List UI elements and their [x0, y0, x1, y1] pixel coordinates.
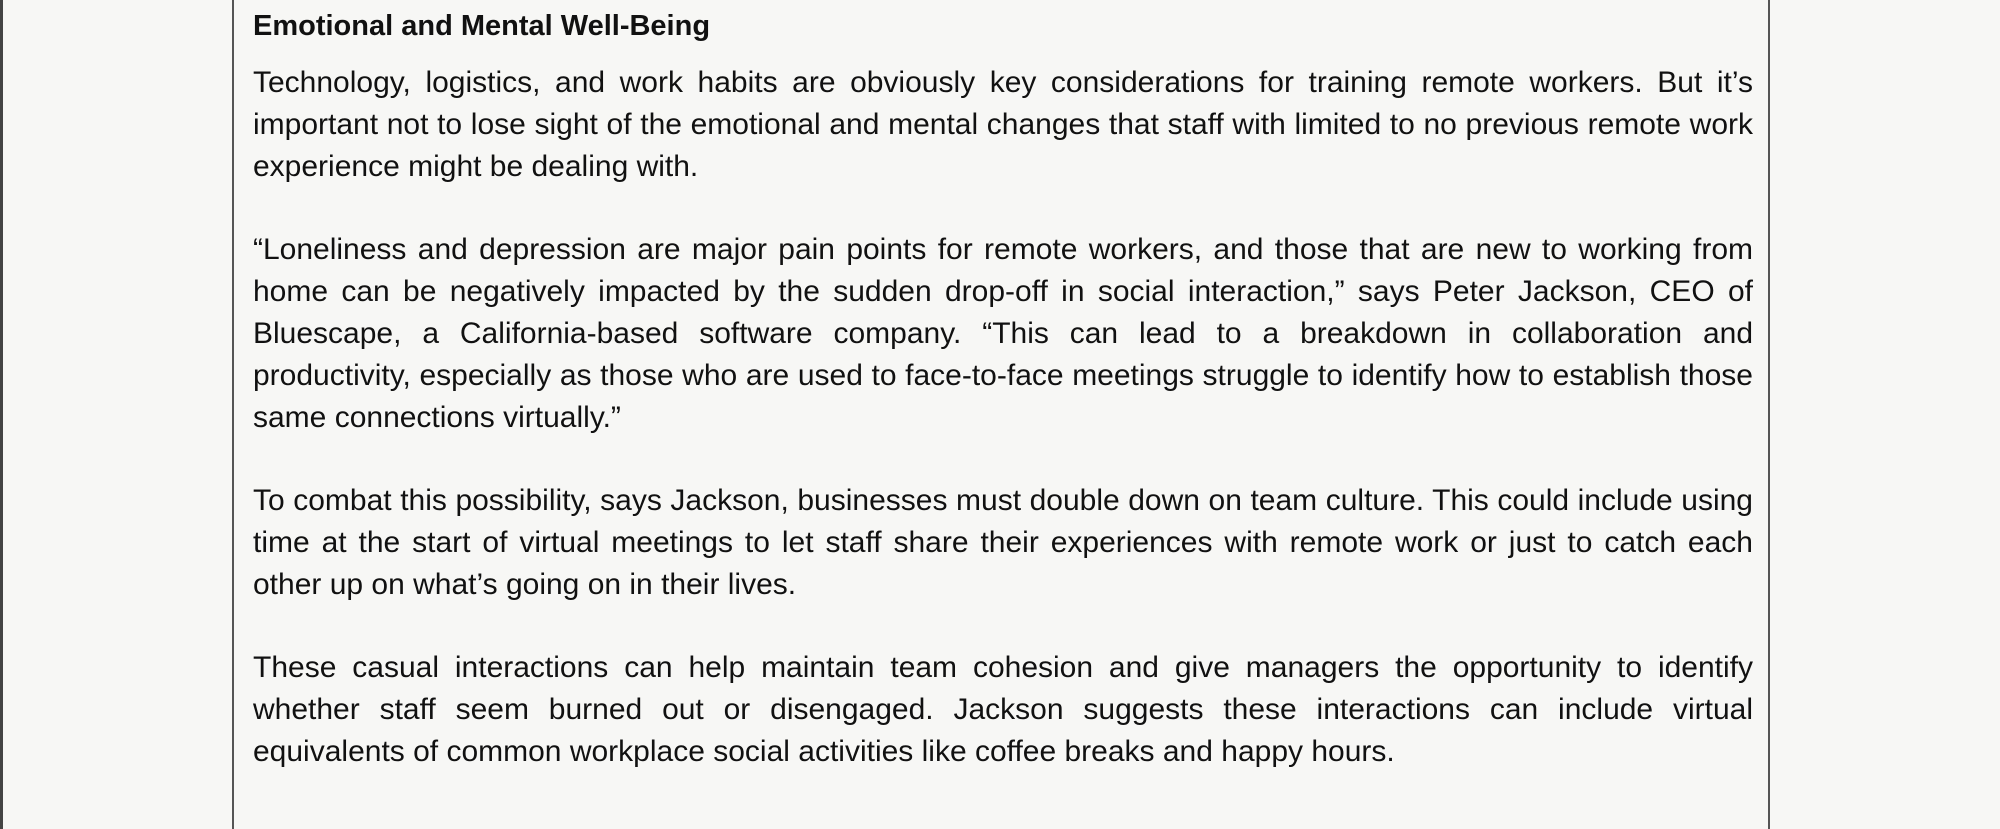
document-content [253, 2, 1753, 773]
paragraph-casual-interactions: These casual interactions can help maintain team cohesion and give managers the opportunity to identify whether staff seem burned out or disengaged. Jackson suggests these interactions can include virtual equivalents of common workplace social activities like coffee breaks and happy hours. [253, 651, 1753, 768]
paragraph-quote: “Loneliness and depression are major pain points for remote workers, and those that are new to working from home can be negatively impacted by the sudden drop-off in social interaction,” says Peter Jackson, CEO of Bluescape, a California-based software company. “This can lead to a breakdown in collaboration and productivity, especially as those who are used to face-to-face meetings struggle to identify how to establish those same connections virtually.” [253, 233, 1753, 434]
paragraph-intro: Technology, logistics, and work habits are obviously key considerations for training remote workers. But it’s important not to lose sight of the emotional and mental changes that staff with limited to no previous remote work experience might be dealing with. [253, 66, 1753, 183]
page-edge-line [0, 0, 3, 829]
paragraph-team-culture: To combat this possibility, says Jackson, businesses must double down on team culture. This could include using time at the start of virtual meetings to let staff share their experiences with remote work or just to catch each other up on what’s going on in their lives. [253, 484, 1753, 601]
section-heading: Emotional and Mental Well-Being [253, 10, 711, 42]
